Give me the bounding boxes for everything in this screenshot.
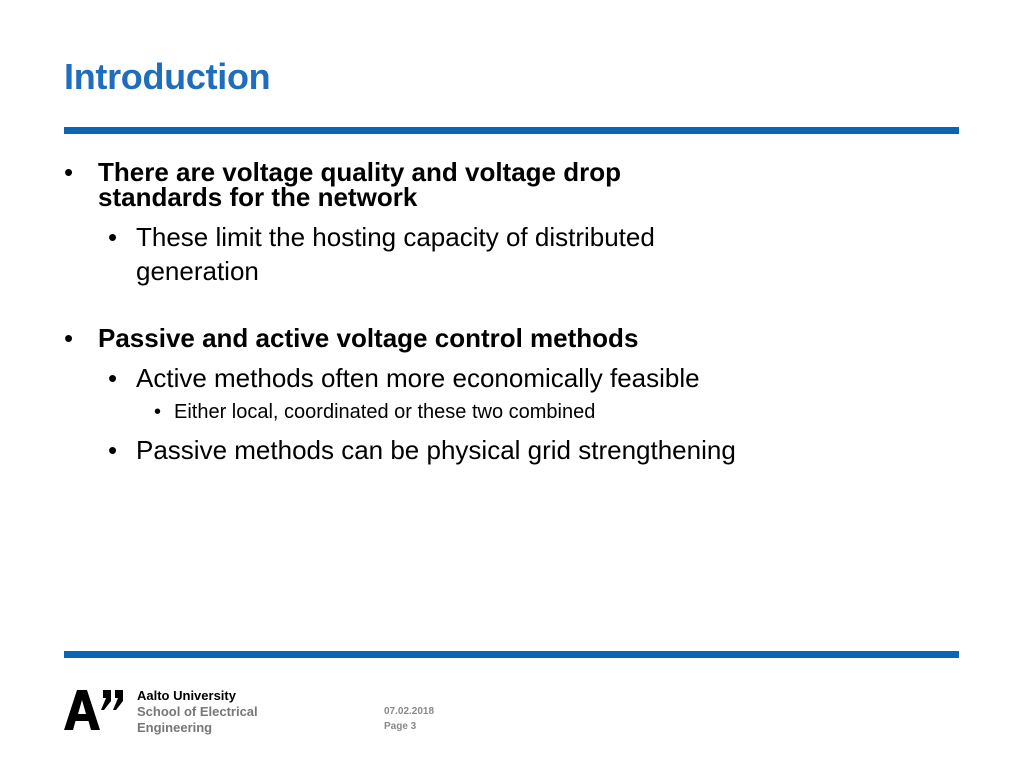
bullet-text: Passive methods can be physical grid strengthening xyxy=(136,435,736,465)
title-divider xyxy=(64,127,959,134)
slide-content xyxy=(64,157,954,467)
bullet-icon: • xyxy=(108,435,118,465)
bullet-level2 xyxy=(108,361,776,395)
bullet-level1 xyxy=(64,157,738,212)
bullet-icon: • xyxy=(108,363,118,393)
bullet-icon: • xyxy=(108,222,118,252)
department-line1: School of Electrical xyxy=(137,704,258,719)
bullet-text: Passive and active voltage control methods xyxy=(98,323,639,353)
bullet-level3 xyxy=(154,399,954,425)
department-line2: Engineering xyxy=(137,720,213,735)
organization-name xyxy=(137,688,258,736)
bullet-level1 xyxy=(64,323,738,353)
slide-date: 07.02.2018 xyxy=(384,706,435,717)
bullet-level2 xyxy=(108,433,776,467)
bullet-text: Either local, coordinated or these two combined xyxy=(174,401,596,423)
slide-meta xyxy=(384,704,434,734)
footer-divider xyxy=(64,651,959,658)
bullet-icon: • xyxy=(154,401,162,423)
bullet-icon: • xyxy=(64,323,74,353)
bullet-level2 xyxy=(108,220,776,288)
bullet-text: Active methods often more economically feasible xyxy=(136,363,700,393)
bullet-text: There are voltage quality and voltage drop standards for the network xyxy=(98,157,622,212)
university-name: Aalto University xyxy=(137,688,236,703)
slide-title: Introduction xyxy=(64,56,271,97)
aalto-a-logo-icon xyxy=(64,688,144,732)
bullet-text: These limit the hosting capacity of distributed generation xyxy=(136,222,655,286)
bullet-icon: • xyxy=(64,157,74,187)
page-number: Page 3 xyxy=(384,721,417,732)
